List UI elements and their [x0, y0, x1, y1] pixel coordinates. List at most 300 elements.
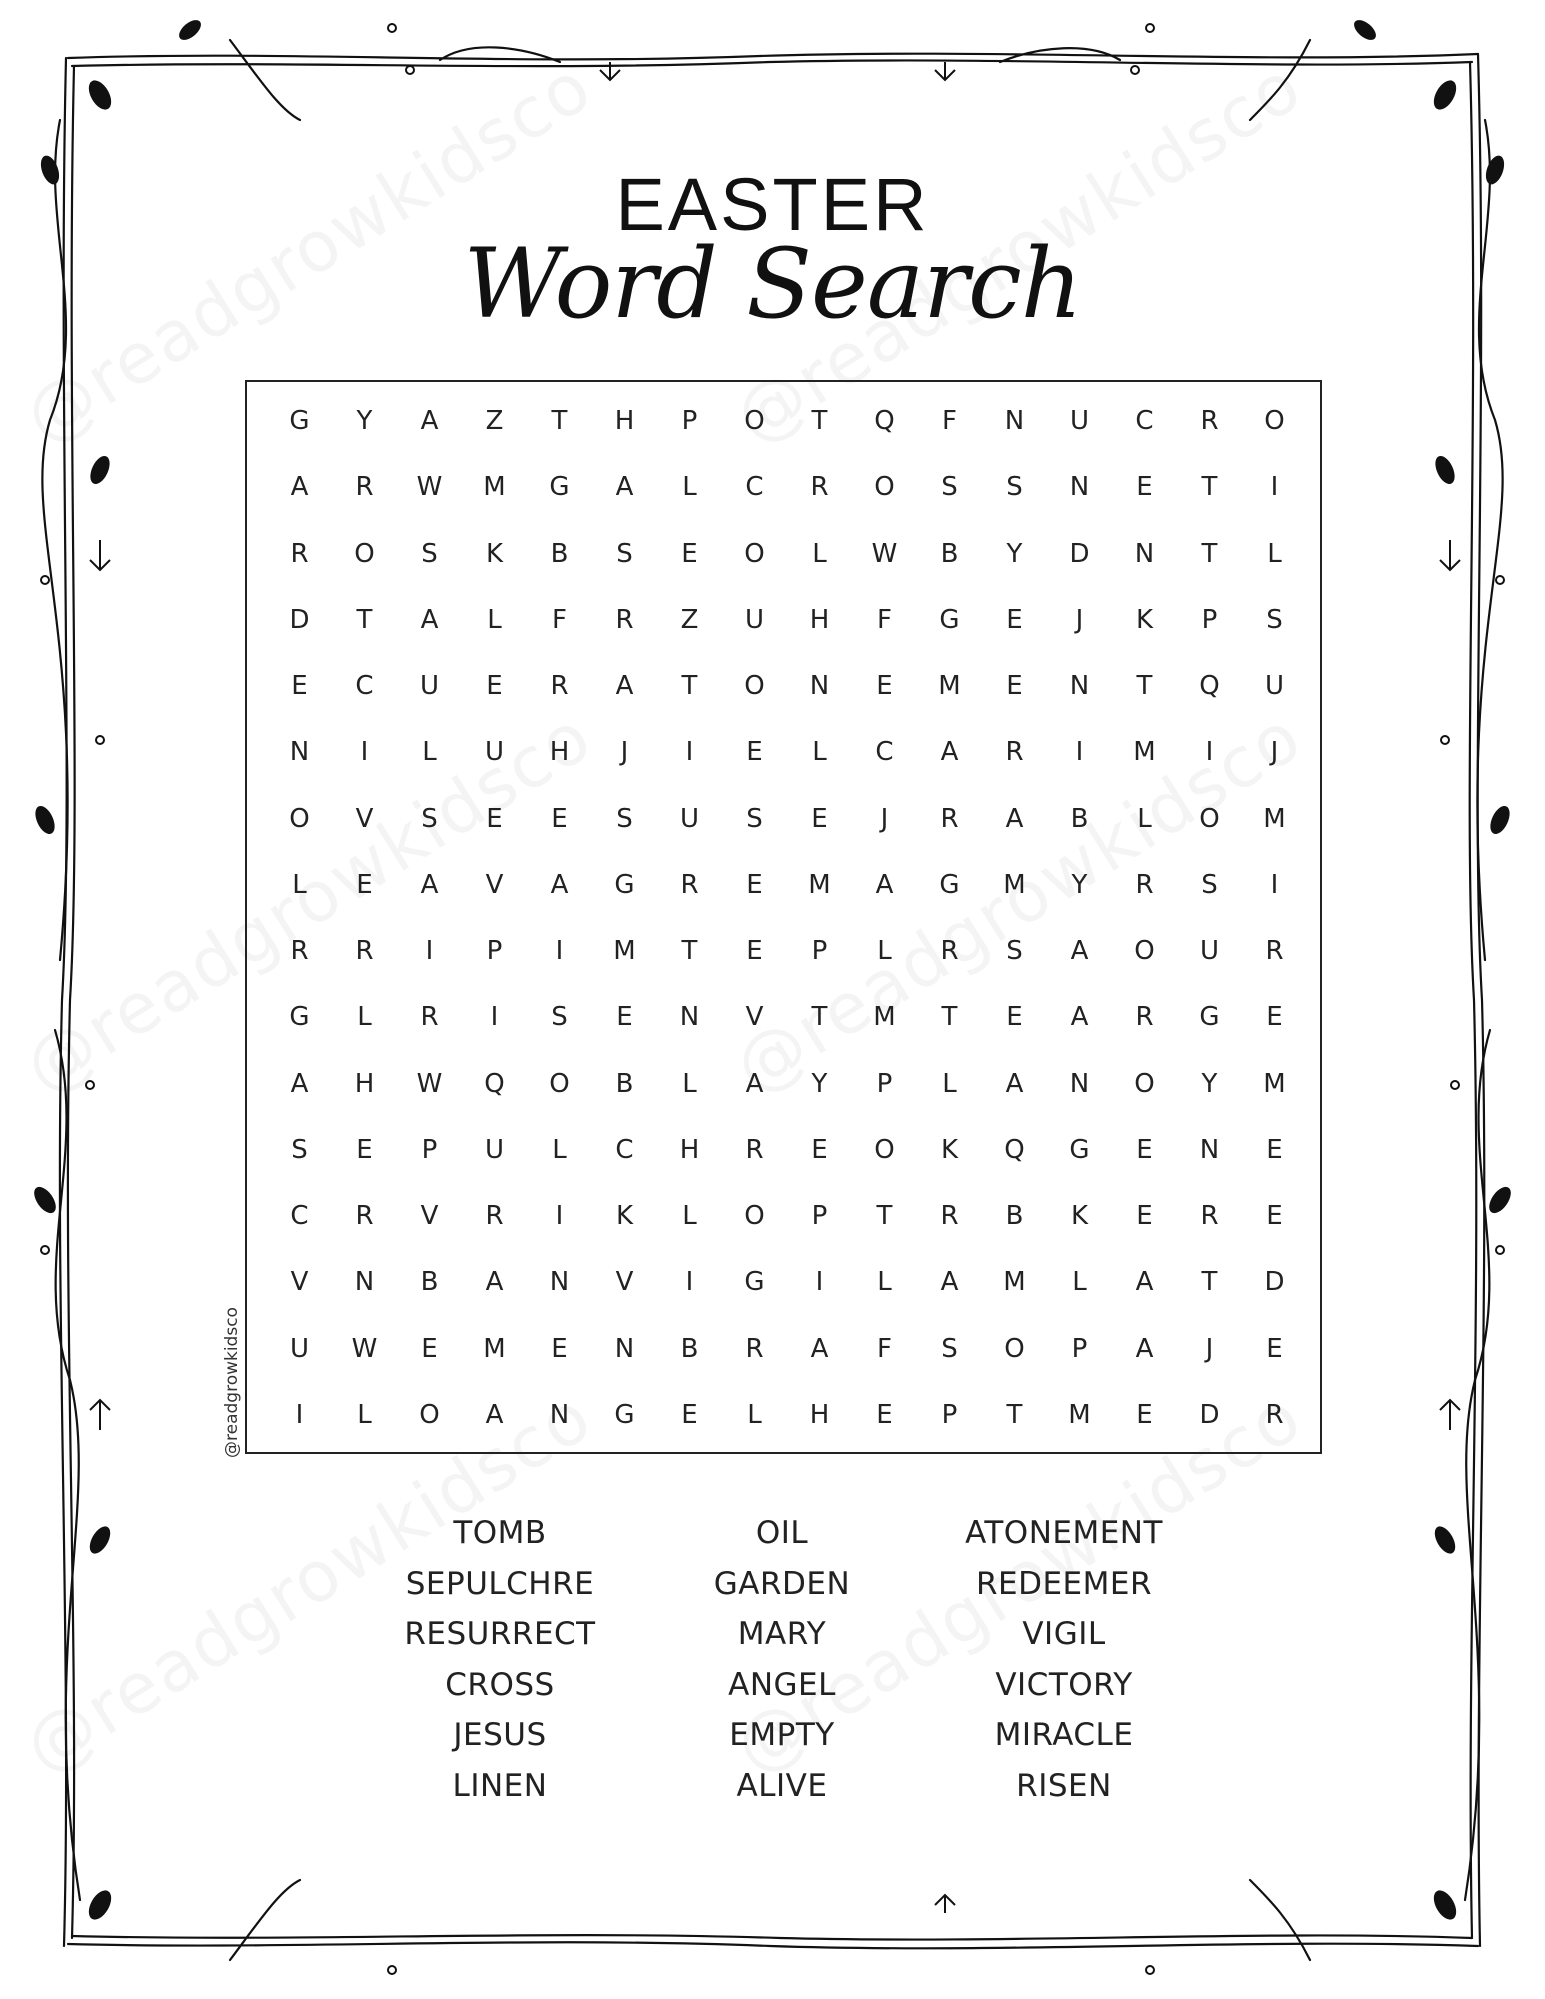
dot-icon — [41, 1246, 49, 1254]
grid-letter: S — [1201, 869, 1218, 900]
grid-letter: A — [1070, 936, 1089, 967]
grid-letter: C — [355, 671, 374, 702]
grid-letter: R — [745, 1333, 764, 1364]
grid-letter: E — [746, 869, 763, 900]
grid-letter: S — [941, 472, 958, 503]
grid-letter: A — [810, 1333, 829, 1364]
grid-letter: O — [874, 1134, 895, 1165]
grid-letter: D — [1264, 1267, 1285, 1298]
grid-letter: I — [360, 737, 369, 768]
grid-letter: E — [746, 737, 763, 768]
grid-letter: L — [487, 604, 502, 635]
grid-letter: Q — [484, 1068, 505, 1099]
grid-letter: E — [421, 1333, 438, 1364]
grid-letter: T — [876, 1201, 893, 1232]
grid-letter: O — [289, 803, 310, 834]
grid-letter: K — [940, 1134, 959, 1165]
grid-letter: P — [421, 1134, 438, 1165]
arrow-sprig-icon — [935, 1895, 955, 1913]
grid-letter: I — [1270, 472, 1279, 503]
grid-letter: R — [615, 604, 634, 635]
grid-letter: E — [681, 1399, 698, 1430]
grid-letter: R — [940, 1201, 959, 1232]
grid-letter: S — [551, 1002, 568, 1033]
grid-letter: H — [679, 1134, 700, 1165]
grid-letter: S — [1006, 472, 1023, 503]
grid-letter: I — [555, 936, 564, 967]
grid-letter: R — [420, 1002, 439, 1033]
grid-letter: C — [1135, 406, 1154, 437]
grid-letter: E — [1006, 671, 1023, 702]
grid-letter: S — [421, 538, 438, 569]
grid-letter: G — [289, 406, 310, 437]
grid-letter: O — [744, 406, 765, 437]
grid-letter: A — [485, 1267, 504, 1298]
grid-letter: O — [549, 1068, 570, 1099]
grid-letter: K — [1070, 1201, 1089, 1232]
grid-letter: N — [289, 737, 310, 768]
grid-letter: L — [682, 1068, 697, 1099]
grid-letter: V — [290, 1267, 309, 1298]
leaf-icon — [1351, 16, 1380, 43]
grid-letter: E — [1136, 1399, 1153, 1430]
grid-letter: Q — [1199, 671, 1220, 702]
grid-letter: E — [811, 1134, 828, 1165]
grid-letter: T — [681, 671, 698, 702]
grid-letter: I — [1270, 869, 1279, 900]
grid-letter: E — [1136, 1201, 1153, 1232]
grid-letter: O — [1134, 1068, 1155, 1099]
word-bank-item: EMPTY — [729, 1717, 835, 1753]
grid-letter: L — [812, 538, 827, 569]
grid-letter: K — [485, 538, 504, 569]
grid-letter: R — [940, 936, 959, 967]
grid-letter: U — [1069, 406, 1090, 437]
arrow-sprig-icon — [1440, 1400, 1460, 1430]
grid-letter: O — [354, 538, 375, 569]
grid-letter: Q — [1004, 1134, 1025, 1165]
grid-letter: B — [1070, 803, 1089, 834]
grid-letter: A — [940, 1267, 959, 1298]
grid-letter: A — [1135, 1267, 1154, 1298]
leaf-icon — [1429, 1887, 1461, 1924]
grid-letter: T — [811, 1002, 828, 1033]
grid-letter: A — [615, 472, 634, 503]
grid-letter: I — [1205, 737, 1214, 768]
grid-letter: E — [616, 1002, 633, 1033]
grid-letter: I — [815, 1267, 824, 1298]
grid-letter: R — [1005, 737, 1024, 768]
grid-letter: P — [941, 1399, 958, 1430]
leaf-icon — [86, 1523, 115, 1557]
grid-letter: F — [877, 1333, 892, 1364]
grid-letter: T — [1136, 671, 1153, 702]
grid-letter: E — [681, 538, 698, 569]
grid-letter: N — [1069, 1068, 1090, 1099]
leaf-icon — [1429, 77, 1461, 114]
word-bank-item: SEPULCHRE — [405, 1565, 595, 1602]
grid-letter: C — [615, 1134, 634, 1165]
grid-letter: J — [620, 737, 629, 768]
grid-letter: S — [616, 803, 633, 834]
grid-letter: L — [1072, 1267, 1087, 1298]
leaf-icon — [1431, 453, 1458, 487]
grid-letter: G — [614, 1399, 635, 1430]
grid-letter: Z — [680, 604, 699, 635]
grid-letter: S — [421, 803, 438, 834]
grid-letter: N — [549, 1399, 570, 1430]
grid-letter: E — [746, 936, 763, 967]
grid-letter: I — [685, 737, 694, 768]
grid-letter: B — [420, 1267, 439, 1298]
grid-letter: O — [1134, 936, 1155, 967]
grid-letter: J — [1270, 737, 1279, 768]
grid-letter: L — [1137, 803, 1152, 834]
grid-letter: S — [291, 1134, 308, 1165]
grid-letter: A — [615, 671, 634, 702]
grid-letter: B — [615, 1068, 634, 1099]
grid-letter: T — [551, 406, 568, 437]
grid-letter: E — [486, 803, 503, 834]
grid-letter: A — [1070, 1002, 1089, 1033]
leaf-icon — [30, 1183, 60, 1217]
grid-letter: E — [1006, 1002, 1023, 1033]
word-bank-item: ALIVE — [736, 1767, 828, 1804]
leaf-icon — [84, 1887, 116, 1924]
grid-letter: Y — [1006, 538, 1023, 569]
grid-letter: L — [1267, 538, 1282, 569]
page-subtitle: Word Search — [463, 228, 1082, 340]
grid-letter: T — [941, 1002, 958, 1033]
dot-icon — [86, 1081, 94, 1089]
grid-letter: E — [1266, 1201, 1283, 1232]
leaf-icon — [1431, 1523, 1460, 1557]
grid-letter: R — [1200, 406, 1219, 437]
word-column — [904, 1508, 1224, 1811]
grid-letter: N — [1069, 472, 1090, 503]
grid-letter: D — [1069, 538, 1090, 569]
grid-letter: G — [614, 869, 635, 900]
grid-letter: A — [1135, 1333, 1154, 1364]
grid-letter: L — [422, 737, 437, 768]
grid-letter: M — [483, 472, 506, 503]
grid-letter: G — [549, 472, 570, 503]
grid-letter: T — [1006, 1399, 1023, 1430]
grid-letter: U — [484, 1134, 505, 1165]
grid-letter: U — [289, 1333, 310, 1364]
grid-letter: A — [290, 1068, 309, 1099]
grid-letter: F — [942, 406, 957, 437]
grid-letter: J — [1075, 604, 1084, 635]
grid-letter: M — [1068, 1399, 1091, 1430]
grid-letter: G — [289, 1002, 310, 1033]
grid-letter: W — [871, 538, 898, 569]
grid-letter: P — [876, 1068, 893, 1099]
grid-letter: G — [1199, 1002, 1220, 1033]
grid-letter: D — [1199, 1399, 1220, 1430]
leaf-icon — [176, 16, 205, 43]
grid-letter: N — [1004, 406, 1025, 437]
grid-letter: P — [811, 936, 828, 967]
grid-letter: W — [416, 1068, 443, 1099]
grid-letter: S — [746, 803, 763, 834]
grid-letter: C — [290, 1201, 309, 1232]
grid-letter: P — [486, 936, 503, 967]
grid-letter: E — [291, 671, 308, 702]
grid-letter: E — [486, 671, 503, 702]
word-bank-item: RESURRECT — [404, 1616, 596, 1652]
leaf-icon — [1486, 803, 1513, 837]
grid-letter: I — [1075, 737, 1084, 768]
grid-letter: V — [615, 1267, 634, 1298]
grid-letter: R — [1135, 869, 1154, 900]
grid-letter: R — [290, 936, 309, 967]
arrow-sprig-icon — [90, 540, 110, 570]
grid-letter: M — [1003, 869, 1026, 900]
dot-icon — [1146, 1966, 1154, 1974]
grid-letter: E — [551, 1333, 568, 1364]
grid-letter: G — [939, 869, 960, 900]
grid-letter: A — [1005, 803, 1024, 834]
grid-letter: H — [549, 737, 570, 768]
dot-icon — [406, 66, 414, 74]
grid-letter: B — [1005, 1201, 1024, 1232]
grid-letter: G — [744, 1267, 765, 1298]
grid-letter: A — [875, 869, 894, 900]
grid-letter: N — [679, 1002, 700, 1033]
grid-letter: P — [811, 1201, 828, 1232]
grid-letter: M — [1263, 1068, 1286, 1099]
grid-letter: L — [682, 472, 697, 503]
grid-letter: S — [1266, 604, 1283, 635]
grid-letter: T — [681, 936, 698, 967]
page-title: EASTER — [615, 163, 930, 246]
leaf-icon — [1485, 1183, 1515, 1217]
grid-letter: E — [356, 869, 373, 900]
word-bank-item: JESUS — [453, 1717, 547, 1753]
grid-letter: E — [1136, 1134, 1153, 1165]
grid-letter: R — [355, 472, 374, 503]
grid-letter: O — [744, 538, 765, 569]
grid-letter: U — [1264, 671, 1285, 702]
grid-letter: A — [485, 1399, 504, 1430]
grid-letter: E — [1006, 604, 1023, 635]
grid-letter: L — [357, 1399, 372, 1430]
grid-letter: L — [552, 1134, 567, 1165]
grid-letter: U — [744, 604, 765, 635]
grid-letter: P — [1071, 1333, 1088, 1364]
grid-letter: R — [940, 803, 959, 834]
grid-letter: C — [745, 472, 764, 503]
grid-letter: V — [355, 803, 374, 834]
grid-letter: R — [1265, 936, 1284, 967]
grid-letter: A — [940, 737, 959, 768]
word-bank-item: ANGEL — [728, 1666, 836, 1703]
grid-letter: L — [747, 1399, 762, 1430]
grid-letter: T — [1201, 538, 1218, 569]
grid-letter: E — [1266, 1002, 1283, 1033]
grid-letter: W — [351, 1333, 378, 1364]
grid-letter: L — [877, 1267, 892, 1298]
grid-letter: L — [357, 1002, 372, 1033]
grid-letter: P — [681, 406, 698, 437]
grid-letter: O — [744, 1201, 765, 1232]
grid-letter: L — [292, 869, 307, 900]
grid-letter: R — [680, 869, 699, 900]
word-search-grid — [245, 380, 1322, 1454]
grid-letter: T — [1201, 1267, 1218, 1298]
grid-letter: M — [873, 1002, 896, 1033]
grid-letter: U — [484, 737, 505, 768]
dot-icon — [388, 1966, 396, 1974]
grid-letter: V — [420, 1201, 439, 1232]
grid-letter: N — [809, 671, 830, 702]
grid-letter: L — [877, 936, 892, 967]
grid-letter: M — [1003, 1267, 1026, 1298]
word-column — [340, 1508, 660, 1811]
grid-letter: I — [425, 936, 434, 967]
grid-letter: S — [616, 538, 633, 569]
grid-letter: H — [354, 1068, 375, 1099]
dot-icon — [1131, 66, 1139, 74]
grid-letter: B — [550, 538, 569, 569]
grid-letter: V — [745, 1002, 764, 1033]
grid-letter: M — [1133, 737, 1156, 768]
grid-letter: N — [1069, 671, 1090, 702]
grid-letter: M — [1263, 803, 1286, 834]
grid-letter: T — [811, 406, 828, 437]
grid-letter: E — [551, 803, 568, 834]
grid-letter: O — [419, 1399, 440, 1430]
grid-letter: R — [290, 538, 309, 569]
word-bank-item: RISEN — [1016, 1767, 1112, 1804]
grid-letter: P — [1201, 604, 1218, 635]
grid-letter: U — [419, 671, 440, 702]
grid-letter: O — [1264, 406, 1285, 437]
grid-letter: N — [1134, 538, 1155, 569]
grid-letter: R — [745, 1134, 764, 1165]
grid-letter: V — [485, 869, 504, 900]
arrow-sprig-icon — [1440, 540, 1460, 570]
grid-letter: U — [679, 803, 700, 834]
grid-letter: R — [1265, 1399, 1284, 1430]
grid-letter: T — [356, 604, 373, 635]
grid-letter: R — [355, 936, 374, 967]
dot-icon — [1441, 736, 1449, 744]
grid-letter: S — [1006, 936, 1023, 967]
word-bank-item: VIGIL — [1022, 1616, 1106, 1652]
grid-letter: J — [1205, 1333, 1214, 1364]
grid-letter: A — [420, 869, 439, 900]
grid-letter: T — [1201, 472, 1218, 503]
grid-letter: G — [1069, 1134, 1090, 1165]
grid-letter: R — [550, 671, 569, 702]
word-bank-item: REDEEMER — [975, 1565, 1153, 1602]
grid-letter: A — [290, 472, 309, 503]
leaf-icon — [31, 803, 58, 837]
grid-letter: M — [808, 869, 831, 900]
grid-letter: A — [420, 604, 439, 635]
leaf-icon — [84, 77, 116, 114]
grid-letter: N — [614, 1333, 635, 1364]
grid-letter: O — [1199, 803, 1220, 834]
word-column — [622, 1508, 942, 1811]
grid-letter: F — [552, 604, 567, 635]
grid-letter: H — [809, 604, 830, 635]
dot-icon — [96, 736, 104, 744]
leaf-icon — [86, 453, 113, 487]
credit-text: @readgrowkidsco — [222, 1307, 242, 1458]
dot-icon — [1451, 1081, 1459, 1089]
word-bank-item: ATONEMENT — [965, 1515, 1163, 1551]
dot-icon — [1496, 1246, 1504, 1254]
grid-letter: R — [1135, 1002, 1154, 1033]
grid-letter: Y — [356, 406, 373, 437]
grid-letter: I — [490, 1002, 499, 1033]
grid-letter: O — [874, 472, 895, 503]
grid-letter: M — [613, 936, 636, 967]
grid-letter: K — [615, 1201, 634, 1232]
grid-letter: F — [877, 604, 892, 635]
grid-letter: C — [875, 737, 894, 768]
grid-letter: M — [938, 671, 961, 702]
grid-letter: L — [682, 1201, 697, 1232]
word-bank-item: CROSS — [445, 1666, 555, 1703]
grid-letter: Y — [1071, 869, 1088, 900]
grid-letter: E — [356, 1134, 373, 1165]
grid-letter: A — [1005, 1068, 1024, 1099]
grid-letter: W — [416, 472, 443, 503]
grid-letter: I — [295, 1399, 304, 1430]
grid-letter: L — [942, 1068, 957, 1099]
grid-letter: E — [876, 1399, 893, 1430]
grid-letter: A — [420, 406, 439, 437]
grid-letter: E — [1266, 1134, 1283, 1165]
grid-letter: D — [289, 604, 310, 635]
word-bank-item: TOMB — [453, 1515, 547, 1551]
grid-letter: S — [941, 1333, 958, 1364]
grid-letter: E — [1266, 1333, 1283, 1364]
grid-letter: M — [483, 1333, 506, 1364]
dot-icon — [1496, 576, 1504, 584]
word-bank-item: GARDEN — [713, 1565, 851, 1602]
grid-letter: K — [1135, 604, 1154, 635]
grid-letter: R — [1200, 1201, 1219, 1232]
word-bank-item: LINEN — [452, 1767, 548, 1804]
arrow-sprig-icon — [935, 62, 955, 80]
grid-letter: B — [940, 538, 959, 569]
grid-letter: Y — [811, 1068, 828, 1099]
grid-letter: E — [811, 803, 828, 834]
grid-letter: J — [880, 803, 889, 834]
grid-letter: A — [550, 869, 569, 900]
grid-letter: E — [876, 671, 893, 702]
grid-letter: I — [685, 1267, 694, 1298]
dot-icon — [41, 576, 49, 584]
grid-letter: E — [1136, 472, 1153, 503]
word-bank-item: VICTORY — [995, 1666, 1133, 1703]
grid-letter: R — [810, 472, 829, 503]
grid-letter: N — [1199, 1134, 1220, 1165]
word-bank-item: OIL — [755, 1515, 809, 1551]
grid-letter: R — [355, 1201, 374, 1232]
grid-letter: B — [680, 1333, 699, 1364]
letter-grid — [267, 388, 1307, 1448]
word-bank-item: MIRACLE — [994, 1717, 1134, 1753]
word-bank-item: MARY — [737, 1616, 827, 1652]
grid-letter: R — [485, 1201, 504, 1232]
grid-letter: O — [1004, 1333, 1025, 1364]
